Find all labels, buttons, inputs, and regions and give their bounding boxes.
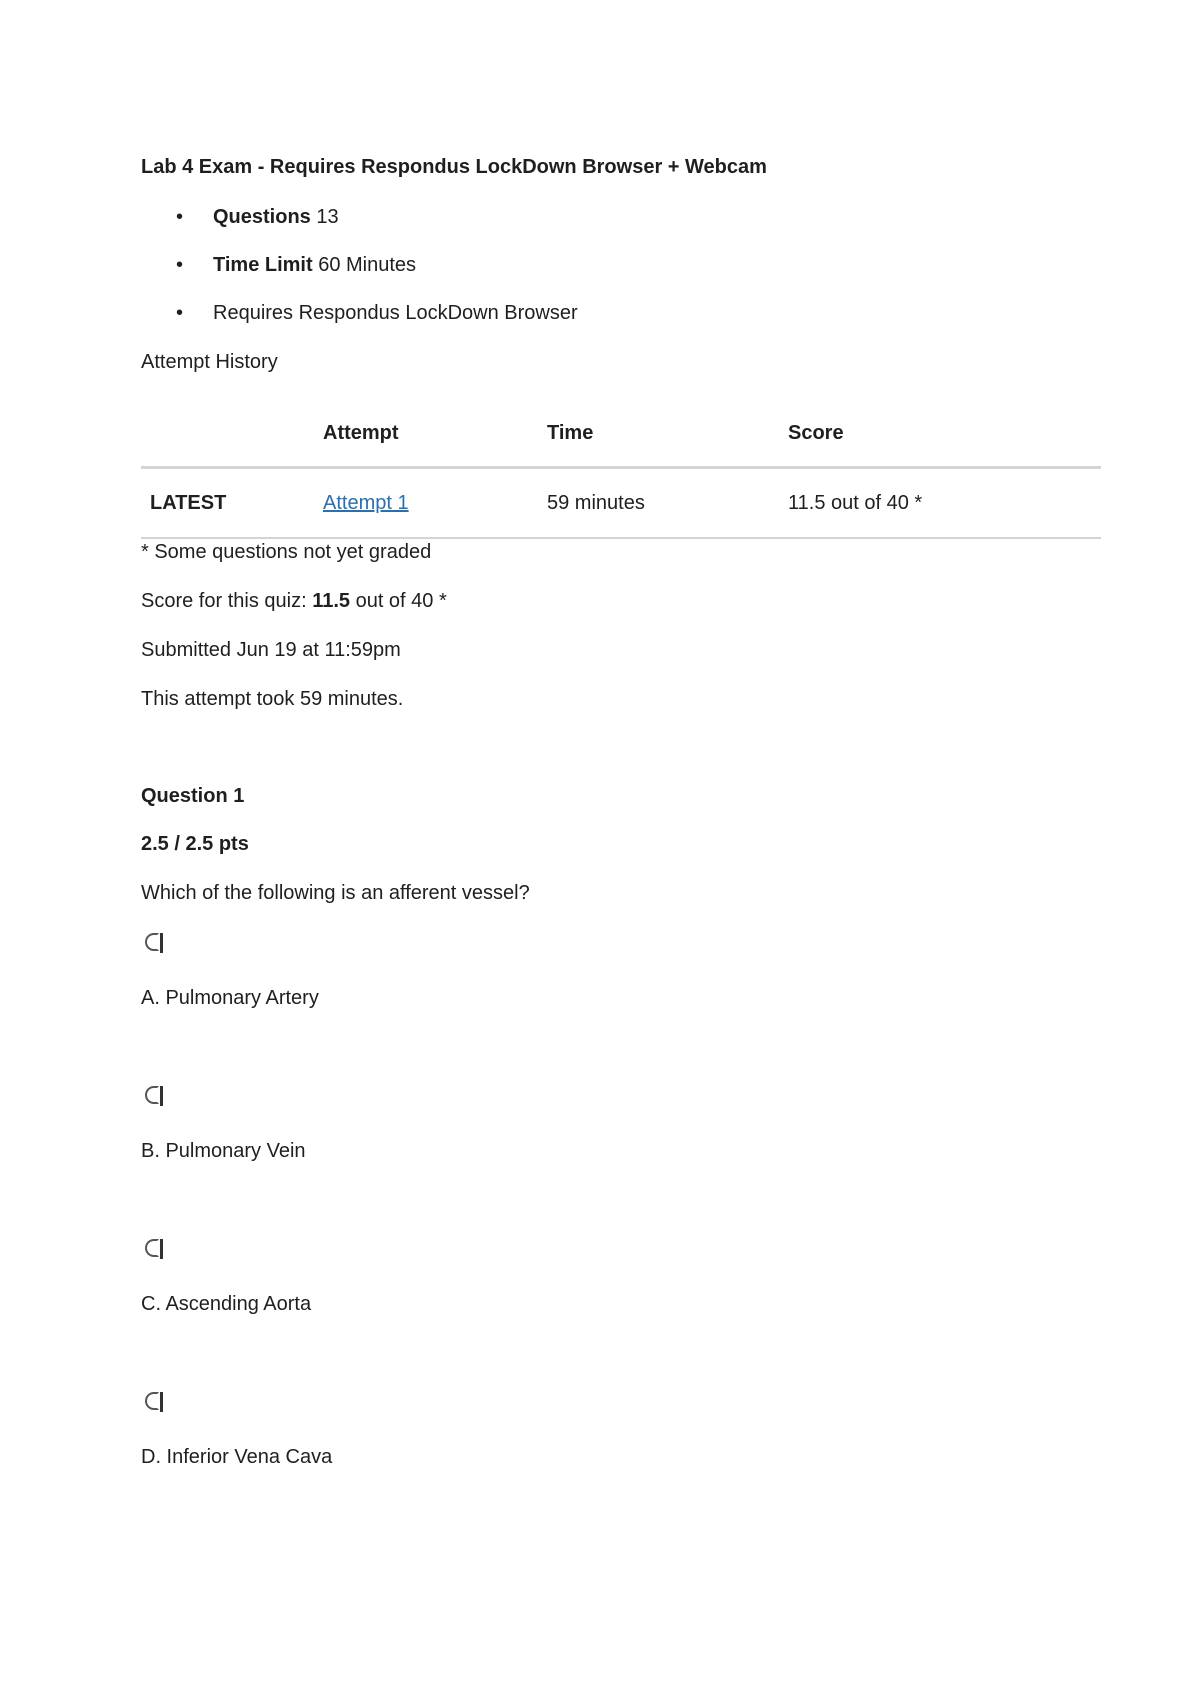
- submitted-time: Submitted Jun 19 at 11:59pm: [141, 639, 401, 661]
- quiz-details-list: [141, 205, 578, 349]
- attempt-history-table: [141, 400, 1101, 539]
- bullet-icon: •: [176, 254, 184, 276]
- time-cell: 59 minutes: [547, 468, 788, 539]
- detail-value: Requires Respondus LockDown Browser: [213, 302, 578, 324]
- bullet-icon: •: [176, 206, 184, 228]
- quiz-detail-lockdown: [141, 301, 578, 349]
- answer-option-d: D. Inferior Vena Cava: [141, 1446, 333, 1468]
- score-value: 11.5: [312, 590, 351, 612]
- radio-icon[interactable]: [145, 1086, 159, 1104]
- answer-option-b: B. Pulmonary Vein: [141, 1140, 306, 1162]
- score-suffix: out of 40 *: [350, 590, 447, 612]
- column-header-attempt: Attempt: [323, 400, 547, 468]
- question-points: 2.5 / 2.5 pts: [141, 833, 249, 855]
- bullet-icon: •: [176, 302, 184, 324]
- quiz-score: [141, 590, 447, 613]
- table-header-row: [141, 400, 1101, 468]
- answer-option-a: A. Pulmonary Artery: [141, 987, 319, 1009]
- detail-value: 13: [316, 206, 339, 228]
- column-header-time: Time: [547, 400, 788, 468]
- score-cell: 11.5 out of 40 *: [788, 468, 1101, 539]
- attempt-link[interactable]: Attempt 1: [323, 491, 409, 514]
- score-prefix: Score for this quiz:: [141, 590, 313, 612]
- detail-label: Time Limit: [213, 254, 313, 276]
- detail-value: 60 Minutes: [318, 254, 417, 276]
- quiz-detail-questions: [141, 205, 578, 253]
- radio-icon[interactable]: [145, 1392, 159, 1410]
- column-header-score: Score: [788, 400, 1101, 468]
- quiz-detail-time-limit: [141, 253, 578, 301]
- column-header-tag: [141, 400, 323, 468]
- radio-icon[interactable]: [145, 1239, 159, 1257]
- answer-option-c: C. Ascending Aorta: [141, 1293, 312, 1315]
- attempt-duration: This attempt took 59 minutes.: [141, 688, 404, 710]
- question-prompt: Which of the following is an afferent vessel?: [141, 882, 530, 904]
- quiz-title: Lab 4 Exam - Requires Respondus LockDown Browser + Webcam: [141, 156, 767, 178]
- latest-badge: LATEST: [141, 468, 323, 539]
- question-title: Question 1: [141, 785, 245, 807]
- radio-icon[interactable]: [145, 933, 159, 951]
- attempt-history-heading: Attempt History: [141, 351, 278, 373]
- ungraded-note: * Some questions not yet graded: [141, 541, 432, 563]
- attempt-cell: [323, 468, 547, 539]
- detail-label: Questions: [213, 206, 311, 228]
- table-row: [141, 468, 1101, 539]
